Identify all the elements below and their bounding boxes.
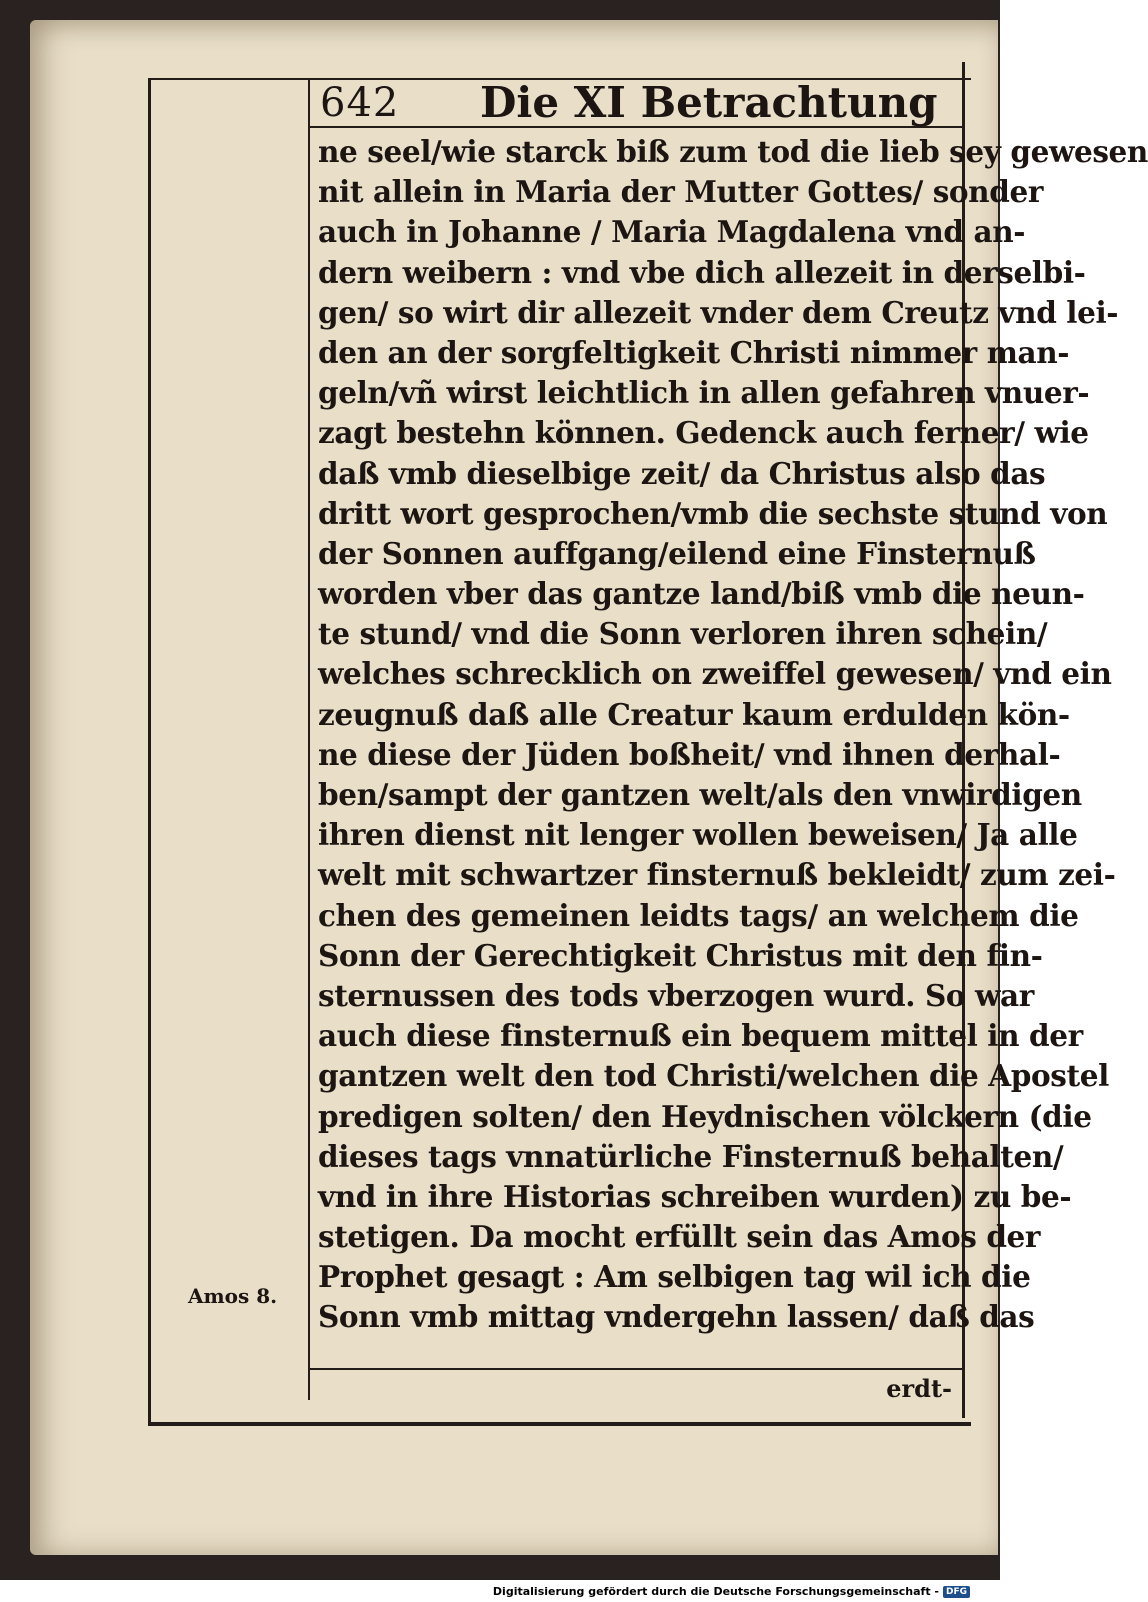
running-title: Die XI Betrachtung <box>480 78 938 127</box>
text-line: auch in Johanne / Maria Magdalena vnd an- <box>318 214 1026 250</box>
text-line: Sonn der Gerechtigkeit Christus mit den fin- <box>318 937 1043 973</box>
text-line: ne diese der Jüden boßheit/ vnd ihnen derhal- <box>318 736 1061 772</box>
text-line: dritt wort gesprochen/vmb die sechste stund von <box>318 495 1108 531</box>
text-line: geln/vñ wirst leichtlich in allen gefahren vnuer- <box>318 375 1090 411</box>
marginal-note: Amos 8. <box>188 1284 278 1308</box>
text-line: stetigen. Da mocht erfüllt sein das Amos der <box>318 1219 1041 1255</box>
margin-rule <box>308 78 310 1400</box>
text-line: ne seel/wie starck biß zum tod die lieb sey gewesen <box>318 134 1148 169</box>
text-line: welches schrecklich on zweiffel gewesen/ vnd ein <box>318 656 1112 692</box>
text-line: gen/ so wirt dir allezeit vnder dem Creutz vnd lei- <box>318 294 1119 330</box>
text-line: ben/sampt der gantzen welt/als den vnwirdigen <box>318 777 1082 812</box>
text-line: daß vmb dieselbige zeit/ da Christus also das <box>318 455 1046 491</box>
text-line: vnd in ihre Historias schreiben wurden) zu be- <box>318 1178 1072 1214</box>
catchword: erdt- <box>886 1374 952 1403</box>
text-line: Prophet gesagt : Am selbigen tag wil ich die <box>318 1259 1031 1295</box>
text-line: Sonn vmb mittag vndergehn lassen/ daß das <box>318 1299 1035 1335</box>
text-line: dern weibern : vnd vbe dich allezeit in derselbi- <box>318 254 1086 290</box>
digitization-credit <box>493 1585 970 1598</box>
text-line: worden vber das gantze land/biß vmb die neun- <box>318 576 1085 612</box>
text-line: welt mit schwartzer finsternuß bekleidt/ zum zei- <box>318 857 1116 893</box>
page-number: 642 <box>320 80 400 126</box>
credit-text: Digitalisierung gefördert durch die Deutsche Forschungsgemeinschaft - <box>492 1585 939 1598</box>
dfg-logo: DFG <box>943 1586 970 1598</box>
footer-rule <box>310 1368 965 1370</box>
text-line: ihren dienst nit lenger wollen beweisen/ Ja alle <box>318 817 1078 853</box>
body-text <box>318 132 1148 1338</box>
text-line: zeugnuß daß alle Creatur kaum erdulden kön- <box>318 696 1070 732</box>
text-line: predigen solten/ den Heydnischen völckern (die <box>318 1098 1092 1134</box>
text-line: chen des gemeinen leidts tags/ an welchem die <box>318 897 1079 933</box>
text-line: nit allein in Maria der Mutter Gottes/ sonder <box>318 174 1043 210</box>
text-line: sternussen des tods vberzogen wurd. So war <box>318 977 1034 1013</box>
text-line: te stund/ vnd die Sonn verloren ihren schein/ <box>318 616 1048 652</box>
text-line: zagt bestehn können. Gedenck auch ferner/ wie <box>318 415 1089 451</box>
text-line: dieses tags vnnatürliche Finsternuß behalten/ <box>318 1138 1064 1174</box>
text-line: gantzen welt den tod Christi/welchen die Apostel <box>318 1058 1109 1094</box>
text-line: den an der sorgfeltigkeit Christi nimmer man- <box>318 334 1070 370</box>
text-line: auch diese finsternuß ein bequem mittel in der <box>318 1018 1083 1054</box>
text-line: der Sonnen auffgang/eilend eine Finsternuß <box>318 535 1036 571</box>
